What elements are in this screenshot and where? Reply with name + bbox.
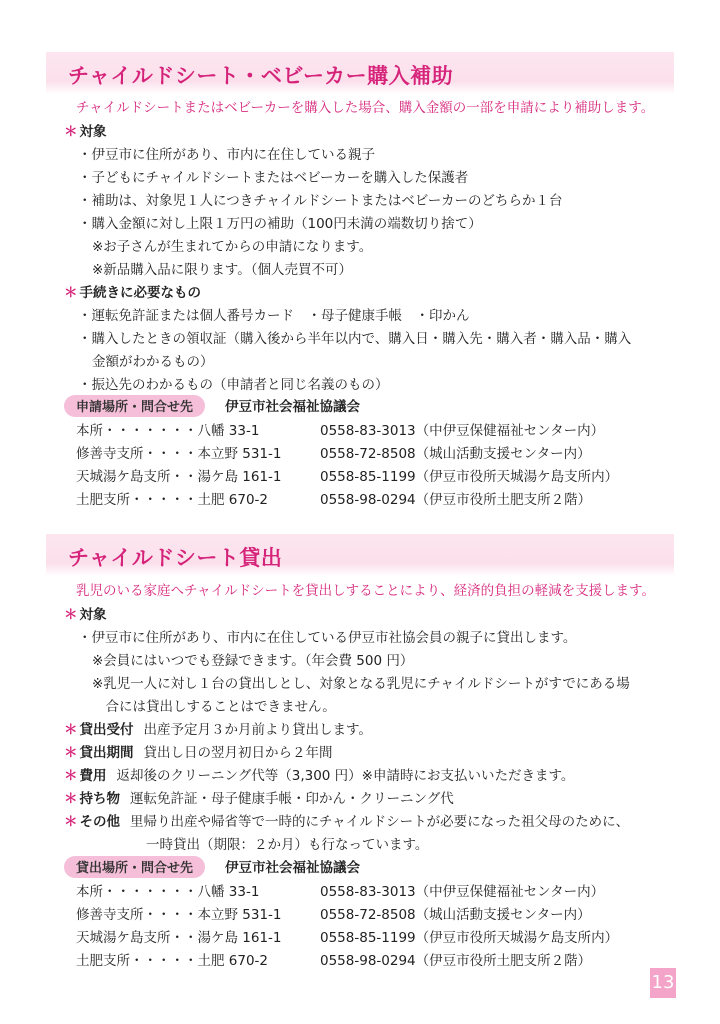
document-item: ・振込先のわかるもの（申請者と同じ名義のもの）: [78, 377, 389, 393]
target-note: ※お子さんが生まれてからの申請になります。: [92, 239, 373, 255]
section-header-rental: [46, 534, 674, 576]
asterisk-icon: ＊: [64, 745, 78, 761]
target-note: 合には貸出しすることはできません。: [92, 699, 336, 715]
target-note: ※乳児一人に対し１台の貸出しとし、対象となる乳児にチャイルドシートがすでにある場: [92, 676, 630, 692]
contact-org: 伊豆市社会福祉協議会: [225, 860, 361, 876]
target-note: ※新品購入品に限ります。（個人売買不可）: [92, 262, 352, 278]
target-item: ・補助は、対象児１人につきチャイルドシートまたはベビーカーのどちらか１台: [78, 193, 563, 209]
asterisk-icon: ＊: [64, 768, 78, 784]
contact-badge: 貸出場所・問合せ先: [64, 856, 205, 878]
asterisk-icon: ＊: [64, 791, 78, 807]
document-item: ・運転免許証または個人番号カード ・母子健康手帳 ・印かん: [78, 308, 470, 324]
info-row: ＊ 費用 返却後のクリーニング代等（3,300 円）※申請時にお支払いいただきます。: [64, 768, 575, 784]
asterisk-icon: ＊: [64, 722, 78, 738]
document-item-cont: 金額がわかるもの）: [92, 354, 214, 370]
info-row: ＊ その他 里帰り出産や帰省等で一時的にチャイルドシートが必要になった祖父母のために、: [64, 814, 630, 830]
target-note: ※会員にはいつでも登録できます。（年会費 500 円）: [92, 653, 414, 669]
contact-org: 伊豆市社会福祉協議会: [225, 399, 361, 415]
section-intro: チャイルドシートまたはベビーカーを購入した場合、購入金額の一部を申請により補助します。: [76, 100, 655, 116]
info-row: ＊ 貸出受付 出産予定月３か月前より貸出します。: [64, 722, 372, 738]
contact-heading: [64, 856, 360, 878]
asterisk-icon: ＊: [64, 814, 78, 830]
section-title: チャイルドシート貸出: [68, 546, 283, 570]
target-item: ・購入金額に対し上限１万円の補助（100円未満の端数切り捨て）: [78, 216, 482, 232]
asterisk-icon: ＊: [64, 607, 78, 623]
document-item: ・購入したときの領収証（購入後から半年以内で、購入日・購入先・購入者・購入品・購入: [78, 331, 632, 347]
info-row: ＊ 持ち物 運転免許証・母子健康手帳・印かん・クリーニング代: [64, 791, 454, 807]
target-item: ・子どもにチャイルドシートまたはベビーカーを購入した保護者: [78, 170, 469, 186]
contact-badge: 申請場所・問合せ先: [64, 395, 205, 417]
target-item: ・伊豆市に住所があり、市内に在住している親子: [78, 147, 375, 163]
contact-heading: [64, 395, 360, 417]
asterisk-icon: ＊: [64, 285, 78, 301]
documents-heading: ＊ 手続きに必要なもの: [64, 285, 201, 301]
asterisk-icon: ＊: [64, 124, 78, 140]
section-title: チャイルドシート・ベビーカー購入補助: [68, 64, 454, 88]
target-heading: ＊ 対象: [64, 124, 107, 140]
section-intro: 乳児のいる家庭へチャイルドシートを貸出しすることにより、経済的負担の軽減を支援します。: [76, 583, 656, 599]
target-item: ・伊豆市に住所があり、市内に在住している伊豆市社協会員の親子に貸出します。: [78, 630, 577, 646]
info-row: ＊ 貸出期間 貸出し日の翌月初日から２年間: [64, 745, 333, 761]
target-heading: ＊ 対象: [64, 607, 107, 623]
section-header-purchase-subsidy: [46, 52, 674, 94]
page-number: 13: [650, 968, 676, 998]
info-row-cont: 一時貸出（期限：２か月）も行なっています。: [146, 837, 429, 853]
